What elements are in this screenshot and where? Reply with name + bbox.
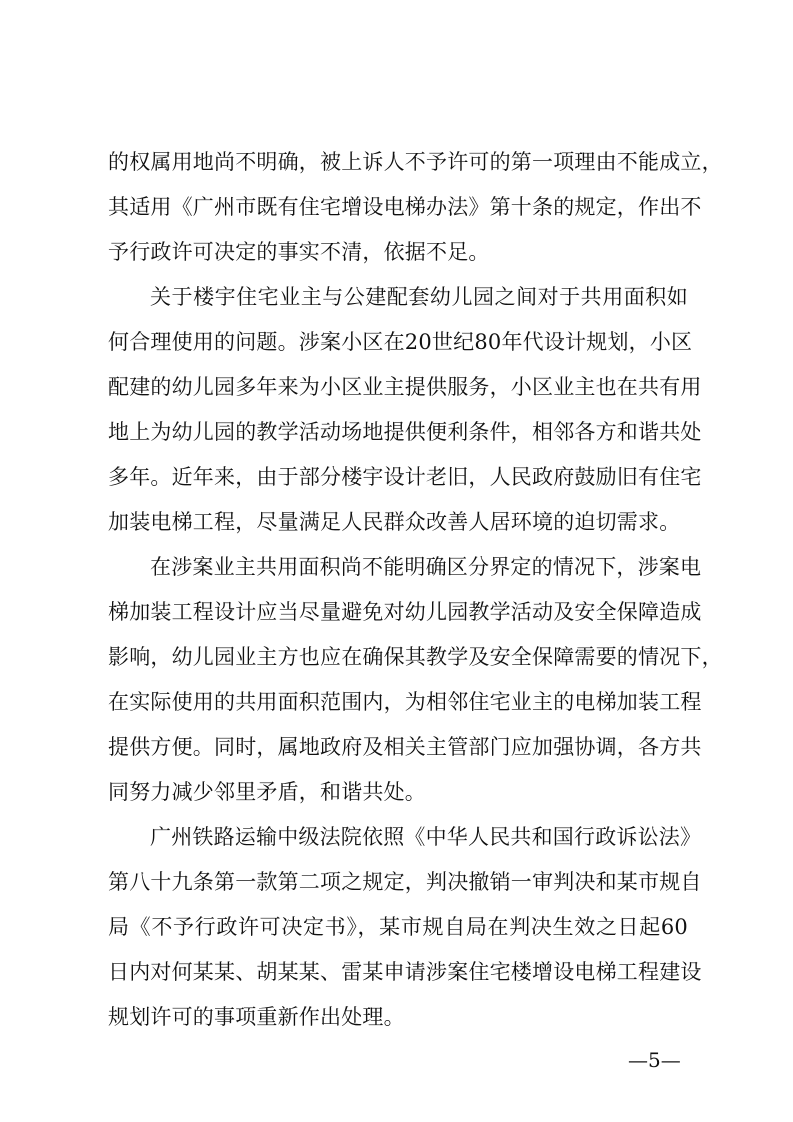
paragraph-3-line-3: 影响，幼儿园业主方也应在确保其教学及安全保障需要的情况下， bbox=[108, 645, 723, 669]
paragraph-2-line-6: 加装电梯工程，尽量满足人民群众改善人居环境的迫切需求。 bbox=[108, 510, 681, 534]
paragraph-4-line-2: 第八十九条第一款第二项之规定，判决撤销一审判决和某市规自 bbox=[108, 870, 702, 894]
paragraph-1-line-1: 的权属用地尚不明确，被上诉人不予许可的第一项理由不能成立， bbox=[108, 150, 723, 174]
paragraph-2-line-3: 配建的幼儿园多年来为小区业主提供服务，小区业主也在共有用 bbox=[108, 375, 702, 399]
paragraph-2-line-2: 何合理使用的问题。涉案小区在20世纪80年代设计规划，小区 bbox=[108, 330, 693, 354]
paragraph-3-line-5: 提供方便。同时，属地政府及相关主管部门应加强协调，各方共 bbox=[108, 735, 702, 759]
paragraph-3-line-4: 在实际使用的共用面积范围内，为相邻住宅业主的电梯加装工程 bbox=[108, 690, 702, 714]
paragraph-3-line-2: 梯加装工程设计应当尽量避免对幼儿园教学活动及安全保障造成 bbox=[108, 600, 702, 624]
page-number: —5— bbox=[628, 1048, 681, 1072]
paragraph-1-line-2: 其适用《广州市既有住宅增设电梯办法》第十条的规定，作出不 bbox=[108, 195, 702, 219]
paragraph-4-line-4: 日内对何某某、胡某某、雷某申请涉案住宅楼增设电梯工程建设 bbox=[108, 960, 702, 984]
paragraph-3-line-6: 同努力减少邻里矛盾，和谐共处。 bbox=[108, 780, 426, 804]
paragraph-3-line-1: 在涉案业主共用面积尚不能明确区分界定的情况下，涉案电 bbox=[150, 555, 702, 579]
paragraph-1-line-3: 予行政许可决定的事实不清，依据不足。 bbox=[108, 240, 490, 264]
paragraph-2-line-5: 多年。近年来，由于部分楼宇设计老旧，人民政府鼓励旧有住宅 bbox=[108, 465, 702, 489]
paragraph-4-line-1: 广州铁路运输中级法院依照《中华人民共和国行政诉讼法》 bbox=[150, 825, 702, 849]
paragraph-4-line-5: 规划许可的事项重新作出处理。 bbox=[108, 1005, 405, 1029]
paragraph-2-line-4: 地上为幼儿园的教学活动场地提供便利条件，相邻各方和谐共处 bbox=[108, 420, 702, 444]
paragraph-2-line-1: 关于楼宇住宅业主与公建配套幼儿园之间对于共用面积如 bbox=[150, 285, 688, 309]
paragraph-4-line-3: 局《不予行政许可决定书》，某市规自局在判决生效之日起60 bbox=[108, 915, 688, 939]
